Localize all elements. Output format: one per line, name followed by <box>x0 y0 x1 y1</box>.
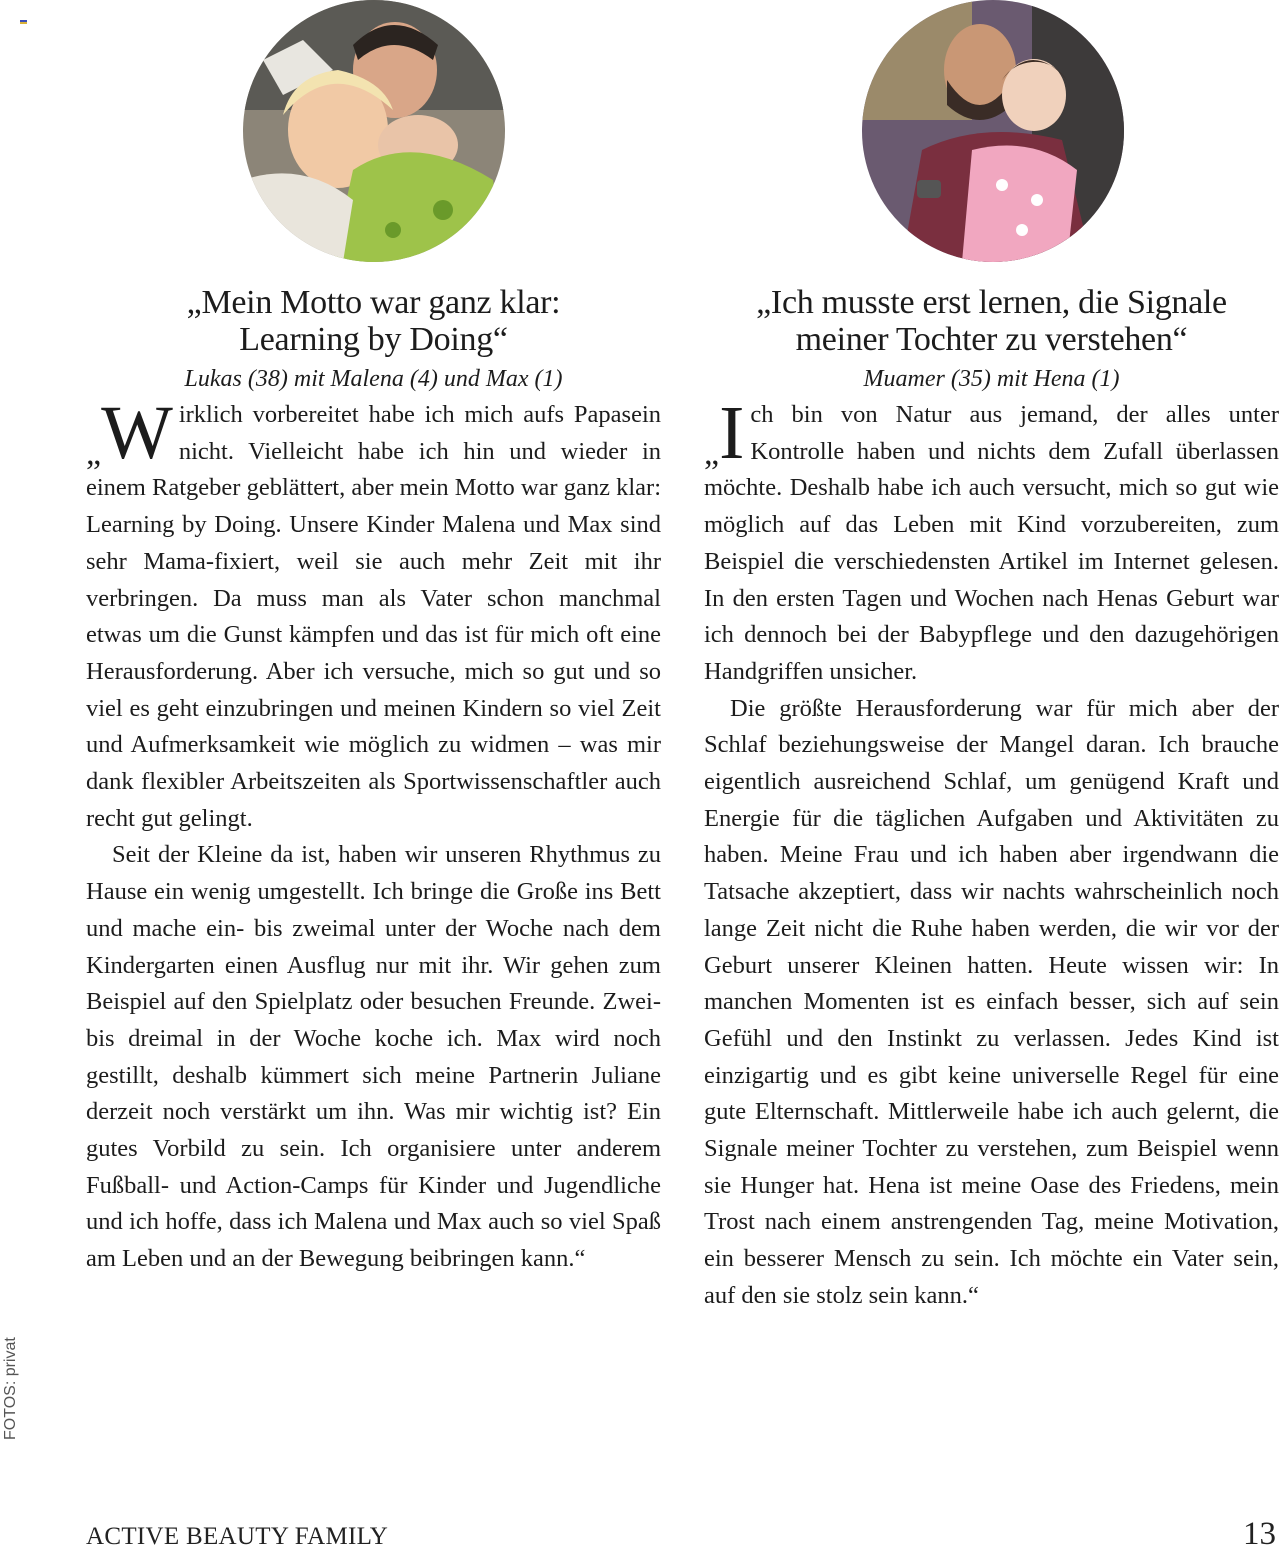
portrait-photo-right <box>862 0 1124 262</box>
dropcap-letter-right: I <box>719 391 745 475</box>
body-left <box>86 391 661 1278</box>
paragraph-left-1 <box>86 391 661 837</box>
paragraph-right-1 <box>704 391 1279 691</box>
paragraph-right-2: Die größte Herausforderung war für mich aber der Schlaf beziehungsweise der Mangel daran. Ich brauche eigentlich ausreichend Schlaf, um genügend Kraft und Energie für die täglichen Aufgaben und Aktivitäten zu haben. Meine Frau und ich haben aber irgendwann die Tatsache akzeptiert, dass wir nachts wahrscheinlich noch lange Zeit nicht die Ruhe haben werden, die wir vor der Geburt unserer Kleinen hatten. Heute wissen wir: In manchen Momenten ist es einfach besser, sich auf sein Gefühl und den Instinkt zu verlassen. Jedes Kind ist einzigartig und es gibt keine universelle Regel für eine gute Elternschaft. Mittlerweile habe ich auch gelernt, die Signale meiner Tochter zu verstehen, zum Beispiel wenn sie Hunger hat. Hena ist meine Oase des Friedens, mein Trost nach einem anstrengenden Tag, meine Motivation, ein besserer Mensch zu sein. Ich möchte ein Vater sein, auf den sie stolz sein kann.“ <box>704 694 1279 1309</box>
headline-left <box>86 284 661 358</box>
portrait-illustration-left <box>243 0 505 262</box>
headline-left-line2: Learning by Doing“ <box>239 321 508 358</box>
dropcap-letter-left: W <box>101 391 173 475</box>
headline-right-line1: „Ich musste erst lernen, die Signale <box>756 284 1227 321</box>
page-number: 13 <box>1243 1516 1276 1552</box>
portrait-photo-left <box>243 0 505 262</box>
byline-left: Lukas (38) mit Malena (4) und Max (1) <box>184 366 563 392</box>
headline-right <box>704 284 1279 358</box>
portrait-illustration-right <box>862 0 1124 262</box>
paragraph-left-2: Seit der Kleine da ist, haben wir unseren Rhythmus zu Hause ein wenig umgestellt. Ich bringe die Große ins Bett und mache ein- bis zweimal unter der Woche nach dem Kindergarten einen Ausflug nur mit ihr. Wir gehen zum Beispiel auf den Spielplatz oder besuchen Freunde. Zwei- bis dreimal in der Woche koche ich. Max wird noch gestillt, deshalb kümmert sich meine Partnerin Juliane derzeit noch verstärkt um ihn. Was mir wichtig ist? Ein gutes Vorbild zu sein. Ich organisiere unter anderem Fußball- und Action-Camps für Kinder und Jugendliche und ich hoffe, dass ich Malena und Max auch so viel Spaß am Leben und an der Bewegung beibringen kann.“ <box>86 841 661 1273</box>
headline-left-line1: „Mein Motto war ganz klar: <box>186 284 561 321</box>
paragraph-left-1-text: irklich vorbereitet habe ich mich aufs Papasein nicht. Vielleicht habe ich hin und wieder in einem Ratgeber geblättert, aber mein Motto war ganz klar: Learning by Doing. Unsere Kinder Malena und Max sind sehr Mama-fixiert, weil sie auch mehr Zeit mit ihr verbringen. Da muss man als Vater schon manchmal etwas um die Gunst kämpfen und das ist für mich oft eine Herausforderung. Aber ich versuche, mich so gut und so viel es geht einzubringen und meinen Kindern so viel Zeit und Aufmerksamkeit wie möglich zu widmen – was mir dank flexibler Arbeitszeiten als Sportwissenschaftler auch recht gut gelingt. <box>86 401 661 832</box>
dropcap-right <box>704 391 745 475</box>
photo-credit: FOTOS: privat <box>2 1337 19 1440</box>
magazine-title: ACTIVE BEAUTY FAMILY <box>86 1523 389 1550</box>
dropcap-left <box>86 391 173 475</box>
opening-quote-left: „ <box>86 435 102 472</box>
opening-quote-right: „ <box>704 435 720 472</box>
paragraph-right-1-text: ch bin von Natur aus jemand, der alles unter Kontrolle haben und nichts dem Zufall überlassen möchte. Deshalb habe ich auch versucht, mich so gut wie möglich auf das Leben mit Kind vorzubereiten, zum Beispiel die verschiedensten Artikel im Internet gelesen. In den ersten Tagen und Wochen nach Henas Geburt war ich dennoch bei der Babypflege und den dazugehörigen Handgriffen unsicher. <box>704 401 1279 685</box>
publisher-mark <box>20 20 27 24</box>
byline-right: Muamer (35) mit Hena (1) <box>863 366 1120 392</box>
body-right <box>704 391 1279 1315</box>
headline-right-line2: meiner Tochter zu verstehen“ <box>795 321 1188 358</box>
